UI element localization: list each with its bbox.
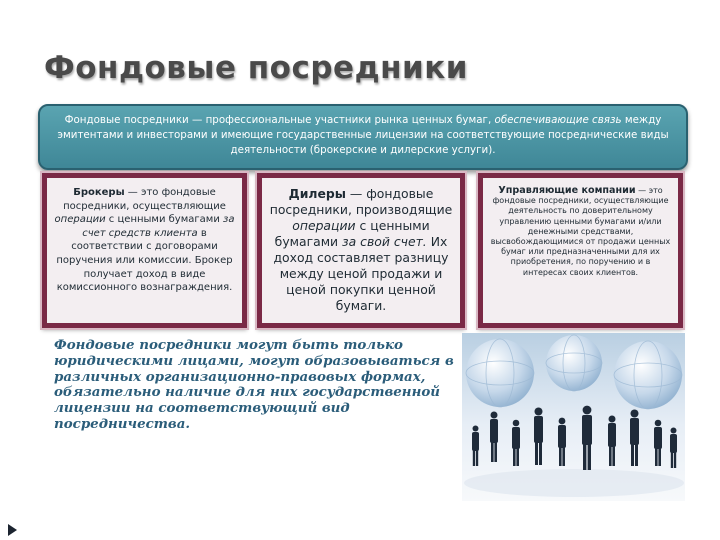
definition-box	[38, 104, 688, 170]
managers-card	[478, 173, 683, 328]
definition-text-cont: между эмитентами и инвесторами и имеющие государственные лицензии на соответствующие посреднические виды деятельности (брокерские и дилерские услуги).	[57, 114, 669, 156]
dealers-italic-operations: операции	[292, 218, 356, 233]
globe-1	[466, 339, 534, 407]
globe-3	[614, 341, 682, 409]
brokers-text-3: в соответствии с договорами поручения или комиссии. Брокер получает доход в виде комиссионного вознаграждения.	[56, 227, 233, 294]
brokers-italic-client: за счет средств клиента	[82, 214, 235, 239]
brokers-text: — это фондовые посредники, осуществляющие	[63, 187, 226, 212]
dealers-italic-own: за свой счет.	[342, 234, 427, 249]
brokers-term: Брокеры	[73, 187, 125, 198]
triangle-bullet-icon	[8, 524, 17, 536]
dealers-card	[257, 173, 465, 328]
dealers-text: — фондовые посредники, производящие	[269, 186, 453, 217]
licensing-note: Фондовые посредники могут быть только юридическими лицами, могут образовываться в различных организационно-правовых формах, обязательно наличие для них государственной лицензии на соответствующий вид посредничества.	[54, 337, 454, 432]
dealers-term: Дилеры	[288, 186, 346, 201]
dealers-text-2: с ценными бумагами	[274, 218, 430, 249]
slide-title: Фондовые посредники	[44, 50, 469, 86]
brokers-card	[42, 173, 247, 328]
people-silhouettes	[472, 406, 677, 470]
photo-illustration	[462, 333, 685, 501]
definition-italic: обеспечивающие связь	[494, 114, 622, 126]
globe-2	[546, 335, 602, 391]
managers-text: — это фондовые посредники, осуществляющие деятельность по доверительному управлению ценными бумагами и/или денежными средствами, высвобождающимися от продажи ценных бумаг или предназначенными для их приобретения, по поручению и в интересах своих клиентов.	[490, 186, 671, 277]
managers-term: Управляющие компании	[498, 185, 636, 196]
business-people-globes-image	[462, 333, 685, 501]
definition-text: Фондовые посредники — профессиональные участники рынка ценных бумаг,	[64, 114, 492, 126]
brokers-italic-operations: операции	[54, 214, 106, 226]
brokers-text-2: с ценными бумагами	[105, 214, 223, 226]
dealers-text-3: Их доход составляет разницу между ценой продажи и ценой покупки ценной бумаги.	[273, 234, 449, 313]
